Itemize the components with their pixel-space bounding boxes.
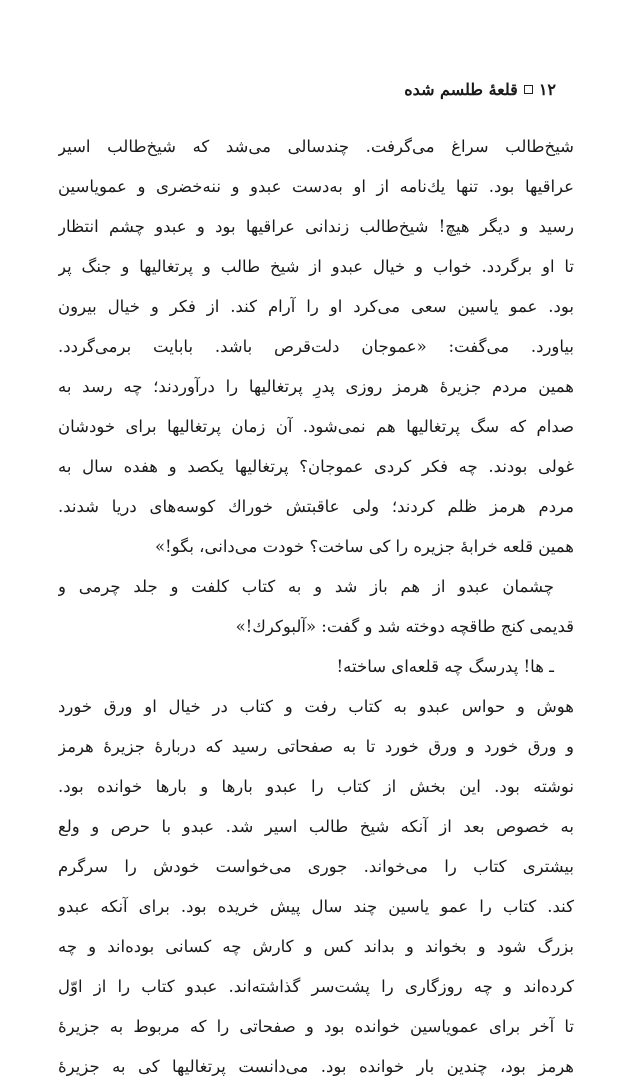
text-line: همین قلعه خرابهٔ جزیره را کی ساخت؟ خودت می‌دانی، بگو!» [154, 537, 574, 556]
text-line: تا او برگردد. خواب و خیال عبدو از شیخ طالب و پرتغالیها و جنگ پر [58, 257, 574, 276]
text-line: رسید و دیگر هیچ! شیخ‌طالب زندانی عراقیها بود و عبدو چشم انتظار [58, 217, 574, 236]
square-box-icon [524, 85, 533, 94]
text-line: چشمان عبدو از هم باز شد و به کتاب کلفت و جلد چرمی و [58, 577, 554, 596]
text-line: و ورق خورد و ورق خورد تا به صفحاتی رسید که دربارهٔ جزیرهٔ هرمز [58, 737, 574, 756]
running-head [404, 80, 556, 99]
text-line: عراقیها بود. تنها یك‌نامه از او به‌دست عبدو و ننه‌خضری و عمو‌یاسین [58, 177, 574, 196]
text-line: بیشتری کتاب را می‌خواند. جوری می‌خواست خودش را سرگرم [58, 857, 574, 876]
text-line: قدیمی کنج طاقچه دوخته شد و گفت: «آلبوکرك!» [235, 617, 574, 636]
text-line: غولی بودند. چه فکر کردی عموجان؟ پرتغالیها یکصد و هفده سال به [58, 457, 574, 476]
text-line: بیاورد. می‌گفت: «عموجان دلت‌قرص باشد. بابایت برمی‌گردد. [58, 337, 574, 356]
text-line: همین مردم جزیرهٔ هرمز روزی پدرِ پرتغالیها را درآوردند؛ چه رسد به [58, 377, 574, 396]
book-title: قلعهٔ طلسم شده [404, 80, 518, 99]
text-line: کند. کتاب را عمو یاسین چند سال پیش خریده بود. برای آنکه عبدو [58, 897, 574, 916]
text-line: صدام که سگ پرتغالیها هم نمی‌شود. آن زمان پرتغالیها برای خودشان [58, 417, 574, 436]
text-line: کرده‌اند و چه روزگاری را پشت‌سر گذاشته‌اند. عبدو کتاب را از اوّل [58, 977, 574, 996]
text-line: هرمز بود، چندین بار خوانده بود. می‌دانست پرتغالیها کی به جزیرهٔ [58, 1057, 574, 1076]
text-line: هوش و حواس عبدو به کتاب رفت و کتاب در خیال او ورق خورد [58, 697, 574, 716]
text-line: تا آخر برای عمو‌یاسین خوانده بود و صفحاتی را که مربوط به جزیرهٔ [58, 1017, 574, 1036]
text-line: به خصوص بعد از آنکه شیخ طالب اسیر شد. عبدو با حرص و ولع [58, 817, 574, 836]
body-text [58, 127, 574, 1087]
text-line: ـ ها! پدرسگ چه قلعه‌ای ساخته! [336, 657, 554, 676]
text-line: بود. عمو یاسین سعی می‌کرد او را آرام کند. از فکر و خیال بیرون [58, 297, 574, 316]
text-line: بزرگ شود و بخواند و بداند کس و کارش چه کسانی بوده‌اند و چه [58, 937, 574, 956]
text-line: نوشته بود. این بخش از کتاب را عبدو بارها و بارها خوانده بود. [58, 777, 574, 796]
text-line: مردم هرمز ظلم کردند؛ ولی عاقبتش خوراك کوسه‌های دریا شدند. [58, 497, 574, 516]
text-line: شیخ‌طالب سراغ می‌گرفت. چندسالی می‌شد که شیخ‌طالب اسیر [58, 137, 574, 156]
page-number: ۱۲ [538, 80, 556, 99]
